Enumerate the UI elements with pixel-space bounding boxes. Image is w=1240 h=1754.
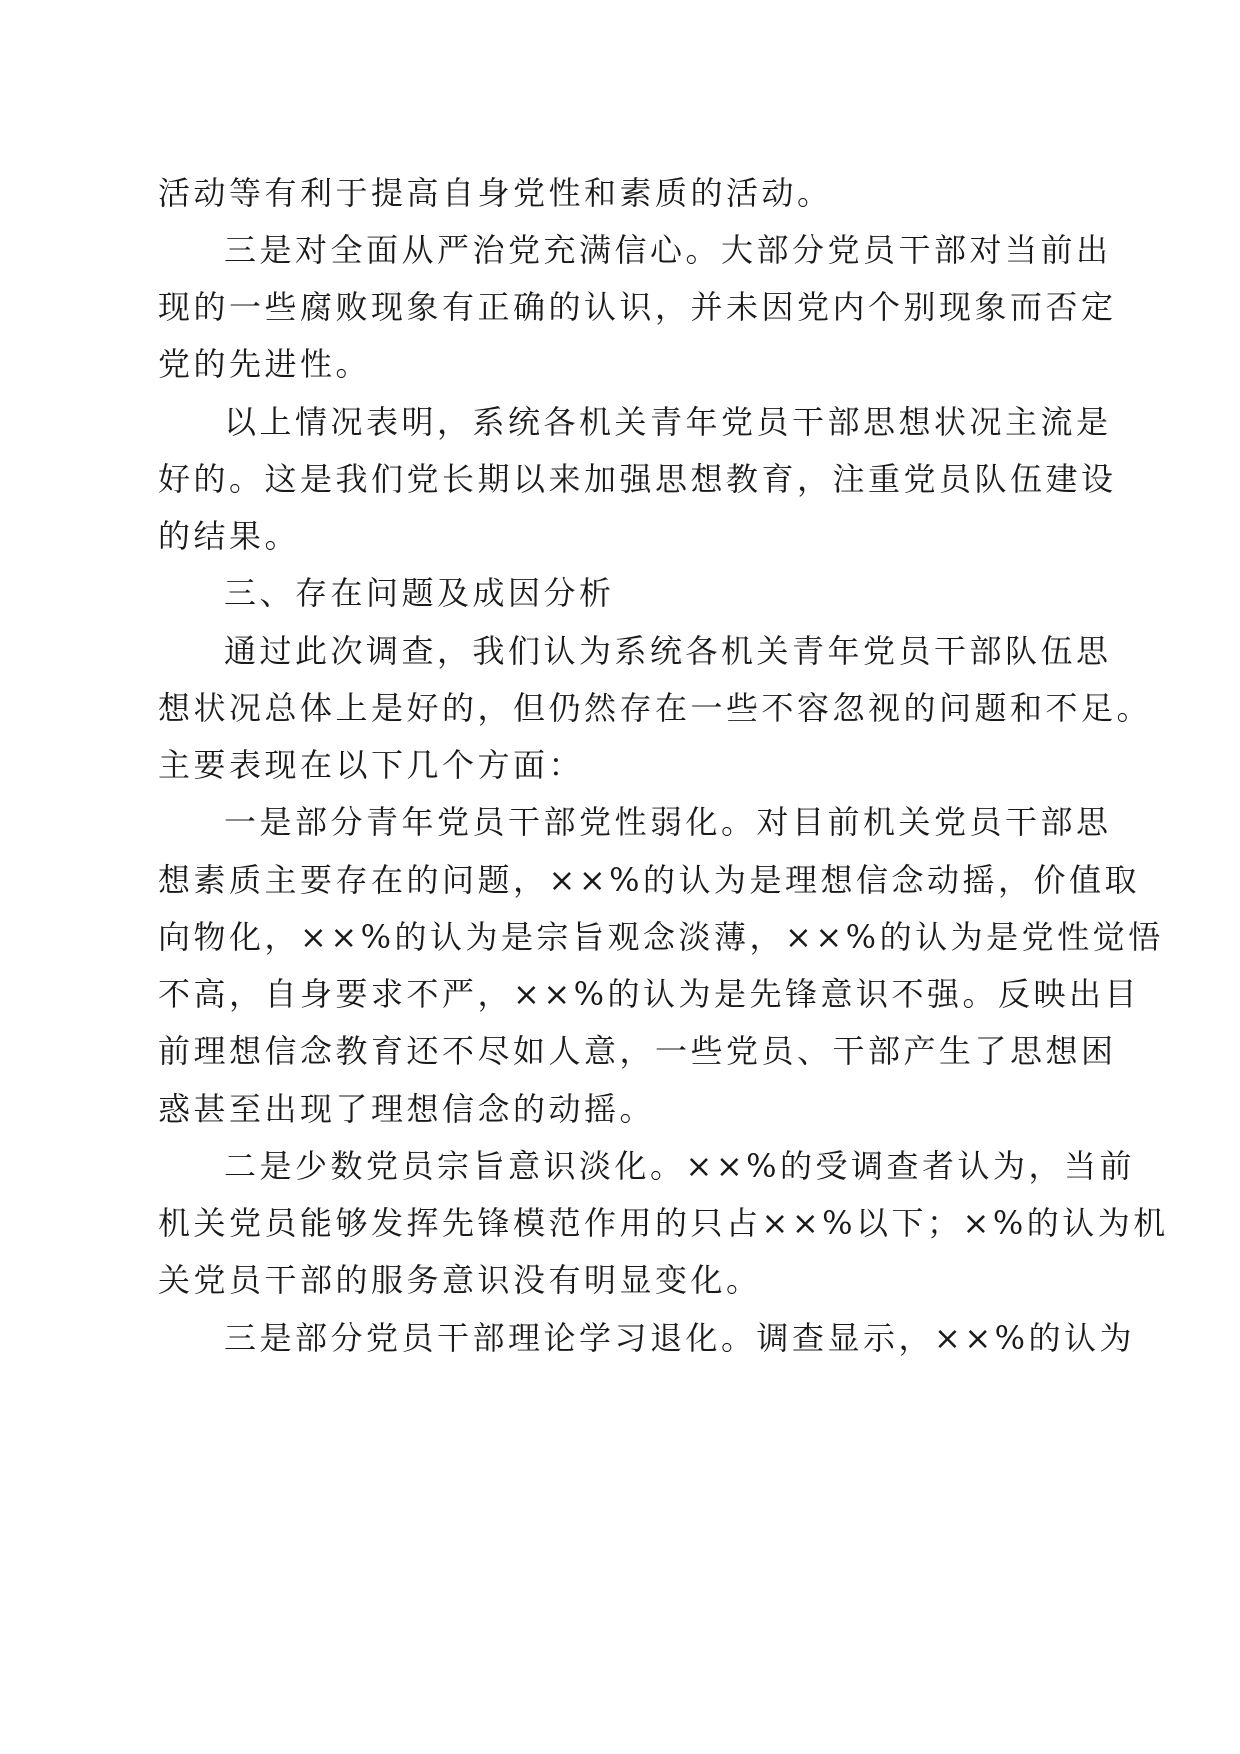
text-line: 向物化，××%的认为是宗旨观念淡薄，××%的认为是党性觉悟 [158,918,1164,956]
text-line: 关党员干部的服务意识没有明显变化。 [158,1261,762,1299]
text-line: 活动等有利于提高自身党性和素质的活动。 [158,174,833,212]
text-line: 主要表现在以下几个方面： [158,746,585,784]
text-line: 惑甚至出现了理想信念的动摇。 [158,1090,656,1128]
text-line: 的结果。 [158,517,301,555]
text-line: 想状况总体上是好的，但仍然存在一些不容忽视的问题和不足。 [158,689,1153,727]
text-line: 想素质主要存在的问题，××%的认为是理想信念动摇，价值取 [158,861,1141,899]
text-line: 党的先进性。 [158,345,372,383]
paragraph-start: 一是部分青年党员干部党性弱化。对目前机关党员干部思 [224,803,1112,841]
text-line: 好的。这是我们党长期以来加强思想教育，注重党员队伍建设 [158,460,1117,498]
paragraph-start: 三是对全面从严治党充满信心。大部分党员干部对当前出 [224,231,1112,269]
section-heading: 三、存在问题及成因分析 [224,574,615,612]
paragraph-start: 通过此次调查，我们认为系统各机关青年党员干部队伍思 [224,632,1112,670]
text-line: 前理想信念教育还不尽如人意，一些党员、干部产生了思想困 [158,1032,1117,1070]
text-line: 机关党员能够发挥先锋模范作用的只占××%以下；×%的认为机 [158,1204,1169,1242]
paragraph-start: 二是少数党员宗旨意识淡化。××%的受调查者认为，当前 [224,1147,1136,1185]
paragraph-start: 以上情况表明，系统各机关青年党员干部思想状况主流是 [224,403,1112,441]
paragraph-start: 三是部分党员干部理论学习退化。调查显示，××%的认为 [224,1319,1136,1357]
text-line: 现的一些腐败现象有正确的认识，并未因党内个别现象而否定 [158,288,1117,326]
text-line: 不高，自身要求不严，××%的认为是先锋意识不强。反映出目 [158,975,1141,1013]
